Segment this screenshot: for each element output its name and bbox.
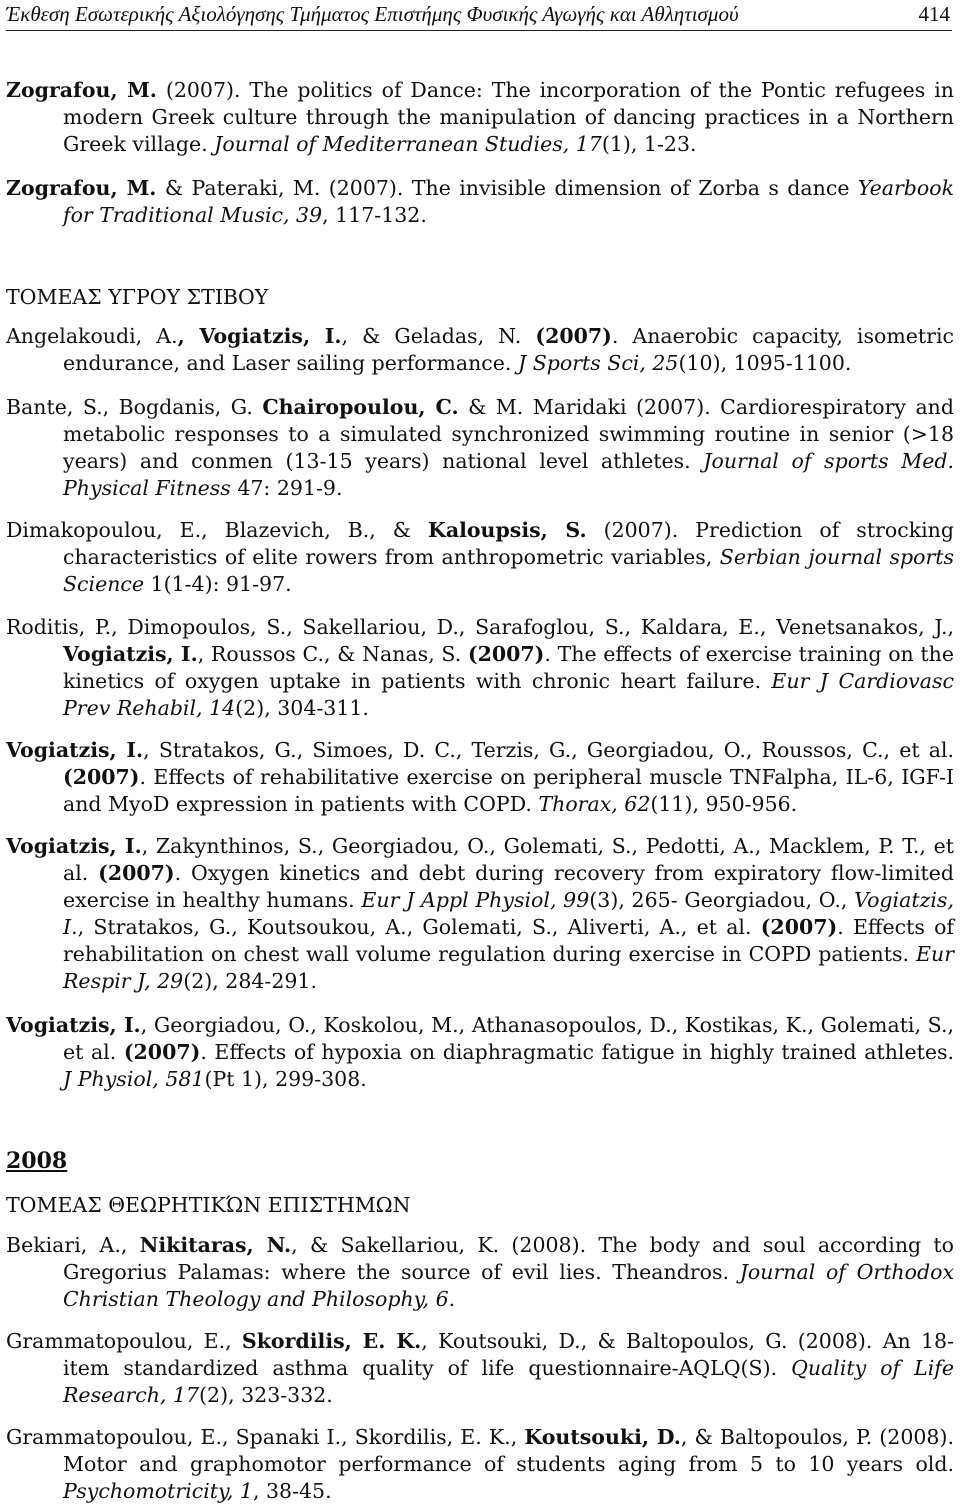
ref-journal: Psychomotricity, 1 xyxy=(63,1479,253,1503)
ref-text: , Stratakos, G., Simoes, D. C., Terzis, G., Georgiadou, O., Roussos, C., et al. xyxy=(143,738,954,762)
reference-item xyxy=(6,77,954,158)
ref-year-bold: (2007) xyxy=(98,861,175,885)
ref-text: Angelakoudi, A. xyxy=(6,324,178,348)
reference-item xyxy=(6,1328,954,1409)
ref-text: Roditis, P., Dimopoulos, S., Sakellariou, D., Sarafoglou, S., Kaldara, E., Venetsanakos, J., xyxy=(6,615,954,639)
reference-item xyxy=(6,175,954,229)
ref-text: (3), 265- Georgiadou, O., xyxy=(589,888,855,912)
ref-author-italic: Vogiatzis, I. xyxy=(63,888,954,939)
ref-year-bold: (2007) xyxy=(760,915,838,939)
ref-journal: Eur J Cardiovasc Prev Rehabil, 14 xyxy=(63,669,954,720)
ref-text: Grammatopoulou, E., Spanaki I., Skordilis, E. K., xyxy=(6,1425,525,1449)
ref-text: (2), 323-332. xyxy=(199,1383,333,1407)
ref-text: . Effects of hypoxia on diaphragmatic fatigue in highly trained athletes. xyxy=(200,1040,955,1064)
ref-journal: Eur Respir J, 29 xyxy=(63,942,954,993)
ref-text: . Anaerobic capacity, isometric endurance, and Laser sailing performance. xyxy=(63,324,954,375)
ref-text: (1), 1-23. xyxy=(601,132,697,156)
ref-text: , & Geladas, N. xyxy=(341,324,536,348)
ref-text: (10), 1095-1100. xyxy=(678,351,852,375)
reference-item xyxy=(6,1424,954,1505)
ref-text: . The effects of exercise training on the kinetics of oxygen uptake in patients with chronic heart failure. xyxy=(63,642,955,693)
reference-item xyxy=(6,1232,954,1313)
ref-author-bold: , Vogiatzis, I. xyxy=(177,324,342,348)
section-heading: ΤΟΜΕΑΣ ΥΓΡΟΥ ΣΤΙΒΟΥ xyxy=(6,285,269,309)
section-heading: ΤΟΜΕΑΣ ΘΕΩΡΗΤΙΚΏΝ ΕΠΙΣΤΗΜΩΝ xyxy=(6,1193,411,1217)
ref-text: . Effects of rehabilitation on chest wall volume regulation during exercise in COPD patients. xyxy=(63,915,954,966)
ref-text: & Pateraki, M. (2007). The invisible dimension of Zorba s dance xyxy=(156,176,858,200)
ref-journal: Yearbook for Traditional Music, 39 xyxy=(63,176,954,227)
ref-text: (11), 950-956. xyxy=(650,792,798,816)
ref-text: . Oxygen kinetics and debt during recovery from expiratory flow-limited exercise in healthy humans. xyxy=(63,861,955,912)
page-header xyxy=(6,0,952,31)
ref-text: (2007). The politics of Dance: The incorporation of the Pontic refugees in modern Greek culture through the manipulation of dancing practices in a Northern Greek village. xyxy=(63,78,954,156)
ref-journal: Thorax, 62 xyxy=(538,792,651,816)
ref-text: , Zakynthinos, S., Georgiadou, O., Golemati, S., Pedotti, A., Macklem, P. T., et al. xyxy=(63,834,954,885)
ref-journal: Journal of Orthodox Christian Theology and Philosophy, 6. xyxy=(63,1260,955,1311)
ref-text: Dimakopoulou, E., Blazevich, B., & xyxy=(6,518,428,542)
ref-text: , & Sakellariou, K. (2008). The body and soul according to Gregorius Palamas: where the source of evil lies. Theandros. xyxy=(63,1233,954,1284)
ref-text: (2), 284-291. xyxy=(183,969,317,993)
ref-year-bold: (2007) xyxy=(123,1040,201,1064)
reference-item xyxy=(6,394,954,502)
ref-text: , Georgiadou, O., Koskolou, M., Athanasopoulos, D., Kostikas, K., Golemati, S., et al. xyxy=(63,1013,955,1064)
reference-item xyxy=(6,737,954,818)
reference-item xyxy=(6,323,954,377)
ref-text: 47: 291-9. xyxy=(230,476,343,500)
ref-text: , & Baltopoulos, P. (2008). Motor and graphomotor performance of students aging from 5 to 10 years old. xyxy=(63,1425,954,1476)
ref-text: Grammatopoulou, E., xyxy=(6,1329,242,1353)
ref-author-bold: Skordilis, E. K. xyxy=(241,1329,422,1353)
ref-author-bold: Zografou, M. xyxy=(6,176,157,200)
ref-journal: Serbian journal sports Science xyxy=(63,545,954,596)
ref-year-bold: (2007) xyxy=(63,765,140,789)
ref-text: Bante, S., Bogdanis, G. xyxy=(6,395,263,419)
ref-year-bold: (2007) xyxy=(535,324,612,348)
ref-author-bold: Vogiatzis, I. xyxy=(6,738,144,762)
ref-text: . Effects of rehabilitative exercise on peripheral muscle TNFalpha, IL-6, IGF-I and MyoD expression in patients with COPD. xyxy=(63,765,954,816)
ref-author-bold: Nikitaras, N. xyxy=(139,1233,292,1257)
reference-item xyxy=(6,1012,954,1093)
ref-text: , Koutsouki, D., & Baltopoulos, G. (2008). An 18-item standardized asthma quality of life questionnaire-AQLQ(S). xyxy=(63,1329,954,1380)
ref-text: (2), 304-311. xyxy=(235,696,369,720)
ref-year-bold: (2007) xyxy=(467,642,545,666)
ref-text: , 38-45. xyxy=(252,1479,332,1503)
ref-author-bold: Koutsouki, D. xyxy=(524,1425,681,1449)
ref-journal: J Sports Sci, 25 xyxy=(517,351,679,375)
ref-author-bold: Vogiatzis, I. xyxy=(63,642,198,666)
year-heading: 2008 xyxy=(6,1148,68,1174)
ref-journal: Journal of sports Med. Physical Fitness xyxy=(63,449,955,500)
ref-text: , Roussos C., & Nanas, S. xyxy=(197,642,468,666)
ref-author-bold: Kaloupsis, S. xyxy=(428,518,587,542)
ref-author-bold: Zografou, M. xyxy=(6,78,157,102)
ref-text: Bekiari, A., xyxy=(6,1233,140,1257)
ref-author-bold: Vogiatzis, I. xyxy=(6,1013,141,1037)
page-number: 414 xyxy=(918,2,950,26)
ref-author-bold: Vogiatzis, I. xyxy=(6,834,142,858)
ref-journal: Eur J Appl Physiol, 99 xyxy=(361,888,590,912)
ref-journal: J Physiol, 581 xyxy=(63,1067,205,1091)
ref-text: & M. Maridaki (2007). Cardiorespiratory and metabolic responses to a simulated synchronized swimming routine in senior (>18 years) and conmen (13-15 years) national level athletes. xyxy=(63,395,954,473)
ref-text: (Pt 1), 299-308. xyxy=(204,1067,367,1091)
ref-journal: Quality of Life Research, 17 xyxy=(63,1356,955,1407)
reference-item xyxy=(6,614,954,722)
ref-author-bold: Chairopoulou, C. xyxy=(262,395,459,419)
ref-text: , Stratakos, G., Koutsoukou, A., Golemati, S., Aliverti, A., et al. xyxy=(77,915,761,939)
ref-text: (2007). Prediction of strocking characteristics of elite rowers from anthropometric variables, xyxy=(63,518,954,569)
ref-text: 1(1-4): 91-97. xyxy=(144,572,292,596)
ref-journal: Journal of Mediterranean Studies, 17 xyxy=(214,132,602,156)
header-title: Έκθεση Εσωτερικής Αξιολόγησης Τμήματος Επιστήμης Φυσικής Αγωγής και Αθλητισμού xyxy=(6,2,739,26)
reference-item xyxy=(6,517,954,598)
reference-item xyxy=(6,833,954,995)
ref-text: , 117-132. xyxy=(322,203,427,227)
